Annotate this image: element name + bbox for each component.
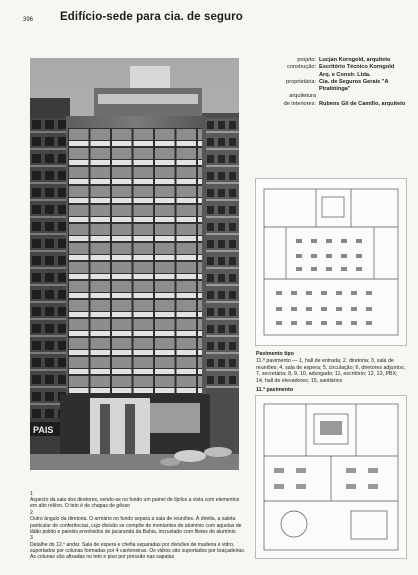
credit-label: arquitetura xyxy=(289,93,316,100)
credit-label: de interiores: xyxy=(283,100,316,107)
caption-text: Aspecto da sala dos diretores, vendo-se no fundo um painel de tijolos a vista com elementos em alto relêvo. O teto é de chapas de gêsso xyxy=(30,497,240,510)
plan-title-11th: 11.º pavimento xyxy=(256,387,293,393)
page-number: 396 xyxy=(23,17,34,23)
credit-value: Escritório Técnico Korngold xyxy=(319,64,395,71)
credit-label xyxy=(248,72,319,79)
captions-block xyxy=(30,491,246,561)
credit-value: Rubens Gil de Camillo, arquiteto xyxy=(319,100,406,107)
credit-value: Lucjan Korngold, arquiteto xyxy=(319,57,391,63)
credit-row xyxy=(248,101,413,108)
floor-plan-11th xyxy=(255,395,407,559)
credit-label: construção: xyxy=(287,64,316,71)
page-title: Edifício-sede para cia. de seguro xyxy=(60,11,243,23)
shop-sign: PAIS xyxy=(33,425,54,435)
credit-value xyxy=(319,93,413,100)
caption-text: Outro ângulo da diretoria. O armário no fundo separa a sala de reuniões. À direita, a saleta particular de conferências, cujo divisão se compõe de montantes de alumínio com aquelas de lâtão polido e painéis envolvidos de jacarandá da Bahia, incrustado com filetes de alumínio xyxy=(30,516,242,535)
credit-label: proprietária: xyxy=(286,78,316,85)
caption-number: 1 xyxy=(30,491,33,497)
caption-number: 3 xyxy=(30,535,33,542)
credit-row xyxy=(248,57,413,64)
plan-title-typical: Pavimento tipo xyxy=(256,351,294,357)
building-photo xyxy=(30,58,239,470)
credit-value: Cia. de Seguros Gerais "A Piratininga" xyxy=(319,78,389,93)
plan-legend: 11.º pavimento — 1, hall de entrada; 2, diretoria; 3, sala de reuniões; 4, sala de espera; 5, circulação; 6, diretores adjuntos; 7, secretária; 8, 9, 10, advogado; 11, escritório; 12, 13, PBX; 14, hall de elevadores; 15, sanitários xyxy=(256,358,405,384)
caption-text: Detalhe do 12.º andar. Sala de espera e chefia separadas por divisões de madeira e vidro, suportados por colunas formadas por 4 cantoneiras. Os vidros são suportados por braçadeiras. As colunas são afixadas no teto e piso por pressão nas sapatas xyxy=(30,541,246,561)
credits-block xyxy=(248,57,413,108)
caption-number: 2 xyxy=(30,510,33,517)
credit-row xyxy=(248,79,413,94)
credit-row xyxy=(248,64,413,71)
credit-label: projeto: xyxy=(297,57,316,63)
credit-row xyxy=(248,93,413,100)
credit-value: Arq. e Constr. Ltda. xyxy=(319,71,371,78)
floor-plan-typical xyxy=(255,178,407,346)
credit-row xyxy=(248,72,413,79)
